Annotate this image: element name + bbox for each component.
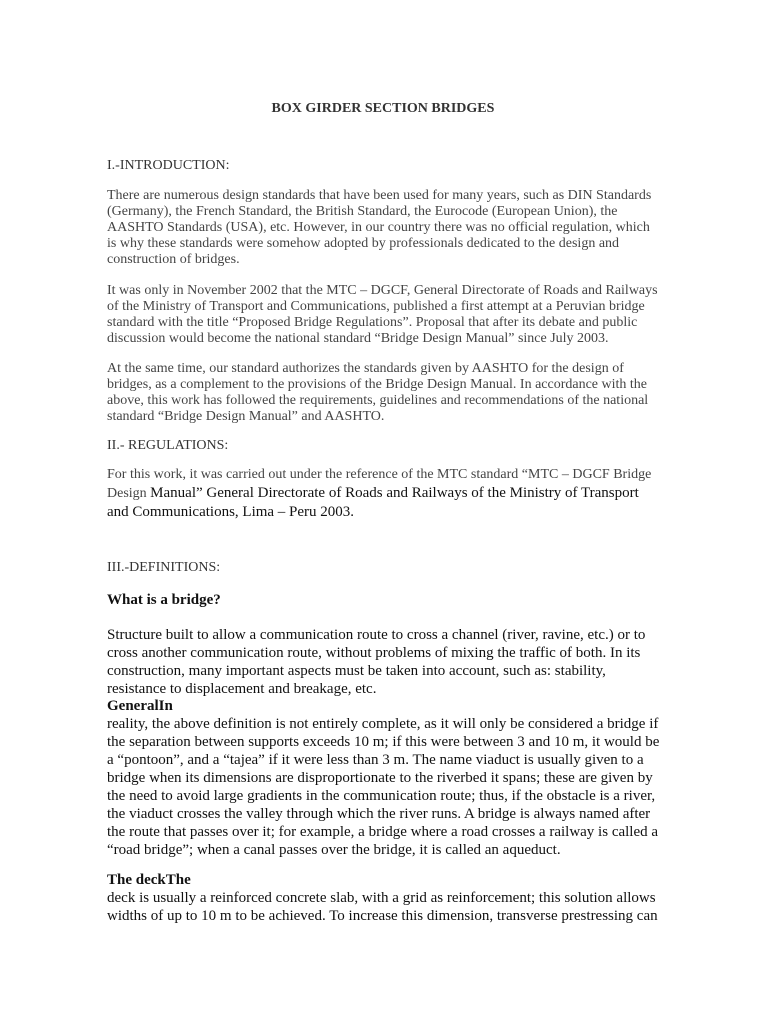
introduction-heading: I.-INTRODUCTION: bbox=[107, 158, 230, 173]
general-text: reality, the above definition is not entirely complete, as it will only be considered a bridge if the separation between supports exceeds 10 m; if this were between 3 and 10 m, it would be a “pontoon”, and a “tajea” if it were less than 3 m. The name viaduct is usually given to a bridge when its dimensions are disproportionate to the riverbed it spans; these are given by the need to avoid large gradients in the communication route; thus, if the obstacle is a river, the viaduct crosses the valley through which the river runs. A bridge is always named after the route that passes over it; for example, a bridge where a road crosses a railway is called a “road bridge”; when a canal passes over the bridge, it is called an aqueduct. bbox=[107, 716, 660, 858]
regulations-text-small: For this work, it was carried out under the reference of the MTC standard “MTC – DGCF Bridge Design bbox=[107, 467, 652, 501]
definitions-heading: III.-DEFINITIONS: bbox=[107, 560, 221, 575]
deck-section bbox=[107, 871, 667, 925]
deck-text: deck is usually a reinforced concrete slab, with a grid as reinforcement; this solution allows widths of up to 10 m to be achieved. To increase this dimension, transverse prestressing can bbox=[107, 890, 658, 924]
introduction-paragraph-3: At the same time, our standard authorizes the standards given by AASHTO for the design of bridges, as a complement to the provisions of the Bridge Design Manual. In accordance with the above, this work has followed the requirements, guidelines and recommendations of the national standard “Bridge Design Manual” and AASHTO. bbox=[107, 361, 649, 424]
document-title: BOX GIRDER SECTION BRIDGES bbox=[271, 101, 495, 116]
introduction-paragraph-1: There are numerous design standards that have been used for many years, such as DIN Standards (Germany), the French Standard, the British Standard, the Eurocode (European Union), the AASHTO Standards (USA), etc. However, in our country there was no official regulation, which is why these standards were somehow adopted by professionals dedicated to the design and construction of bridges. bbox=[107, 188, 652, 267]
what-is-bridge-heading: What is a bridge? bbox=[107, 592, 221, 608]
bridge-definition-paragraph: Structure built to allow a communication route to cross a channel (river, ravine, etc.) or to cross another communication route, without problems of mixing the traffic of both. In its construction, many important aspects must be taken into account, such as: stability, resistance to displacement and breakage, etc. bbox=[107, 627, 646, 697]
regulations-paragraph bbox=[107, 466, 659, 522]
regulations-text-large: Manual” General Directorate of Roads and Railways of the Ministry of Transport and Communications, Lima – Peru 2003. bbox=[107, 485, 639, 520]
general-section bbox=[107, 697, 667, 859]
deck-heading: The deckThe bbox=[107, 872, 191, 888]
introduction-paragraph-2: It was only in November 2002 that the MTC – DGCF, General Directorate of Roads and Railways of the Ministry of Transport and Communications, published a first attempt at a Peruvian bridge standard with the title “Proposed Bridge Regulations”. Proposal that after its debate and public discussion would become the national standard “Bridge Design Manual” since July 2003. bbox=[107, 283, 658, 346]
general-heading: GeneralIn bbox=[107, 698, 173, 714]
regulations-heading: II.- REGULATIONS: bbox=[107, 438, 229, 453]
